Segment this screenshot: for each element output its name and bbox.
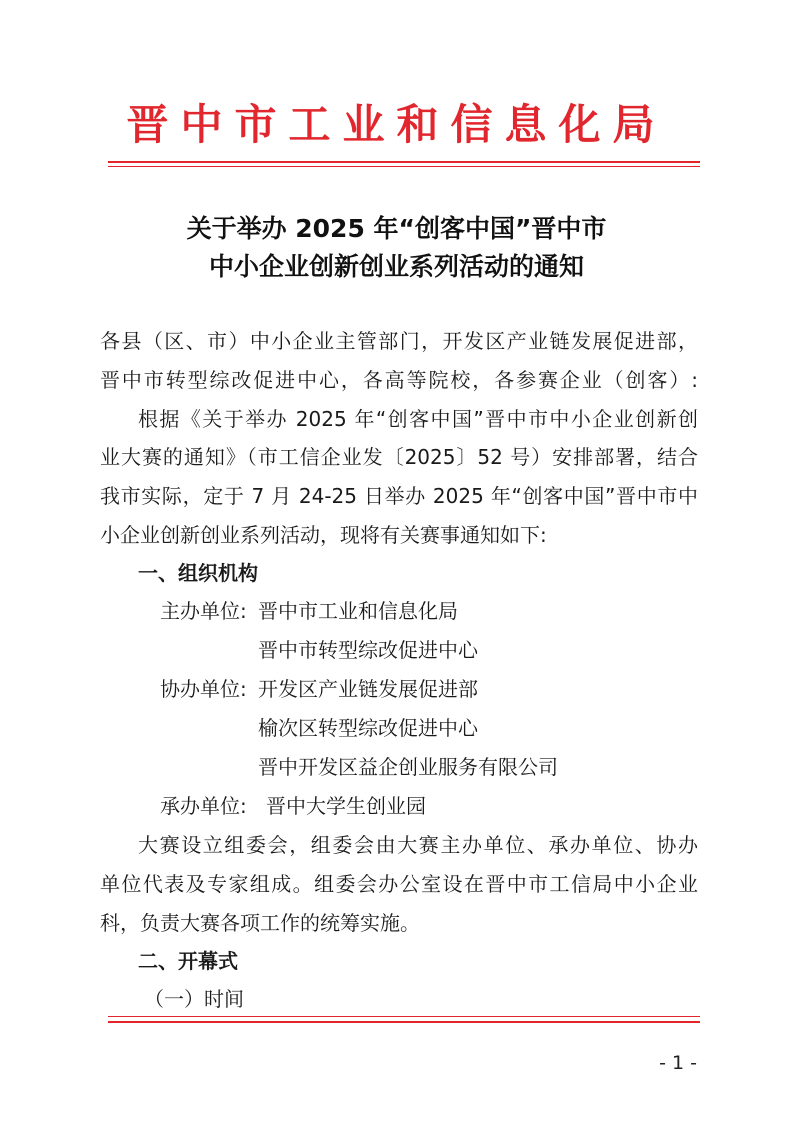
page-number: - 1 - <box>659 1052 697 1074</box>
footer-rule-thick <box>108 1021 700 1023</box>
recipients-line-1: 各县（区、市）中小企业主管部门，开发区产业链发展促进部， <box>100 329 698 353</box>
cohost-label: 协办单位: <box>160 677 247 701</box>
organizer-label: 承办单位: <box>160 794 247 818</box>
letterhead-rule-thick <box>108 161 700 163</box>
paragraph-1-line-2: 业大赛的通知》（市工信企业发〔2025〕52 号）安排部署，结合 <box>100 445 698 469</box>
paragraph-1-line-1: 根据《关于举办 2025 年“创客中国”晋中市中小企业创新创 <box>138 407 698 431</box>
paragraph-2-line-3: 科，负责大赛各项工作的统筹实施。 <box>100 911 420 935</box>
cohost-unit-2: 榆次区转型综改促进中心 <box>258 716 478 740</box>
letterhead-title: 晋中市工业和信息化局 <box>126 100 667 149</box>
subsection-heading-1: （一）时间 <box>144 987 244 1011</box>
recipients-line-2: 晋中市转型综改促进中心，各高等院校，各参赛企业（创客）: <box>100 368 698 392</box>
host-unit-1: 晋中市工业和信息化局 <box>258 599 458 623</box>
section-heading-1: 一、组织机构 <box>138 561 258 585</box>
paragraph-1-line-3: 我市实际，定于 7 月 24-25 日举办 2025 年“创客中国”晋中市中 <box>100 484 698 508</box>
cohost-unit-1: 开发区产业链发展促进部 <box>258 677 478 701</box>
section-heading-2: 二、开幕式 <box>138 949 238 973</box>
footer-rule-thin <box>108 1016 700 1017</box>
paragraph-1-line-4: 小企业创新创业系列活动，现将有关赛事通知如下: <box>100 523 547 547</box>
letterhead-rule-thin <box>108 166 700 167</box>
host-label: 主办单位: <box>160 599 247 623</box>
cohost-unit-3: 晋中开发区益企创业服务有限公司 <box>258 755 558 779</box>
document-title-line-2: 中小企业创新创业系列活动的通知 <box>208 252 584 281</box>
paragraph-2-line-2: 单位代表及专家组成。组委会办公室设在晋中市工信局中小企业 <box>100 872 698 896</box>
organizer-unit-1: 晋中大学生创业园 <box>266 794 426 818</box>
document-title-line-1: 关于举办 2025 年“创客中国”晋中市 <box>186 214 607 243</box>
host-unit-2: 晋中市转型综改促进中心 <box>258 638 478 662</box>
paragraph-2-line-1: 大赛设立组委会，组委会由大赛主办单位、承办单位、协办 <box>138 833 698 857</box>
